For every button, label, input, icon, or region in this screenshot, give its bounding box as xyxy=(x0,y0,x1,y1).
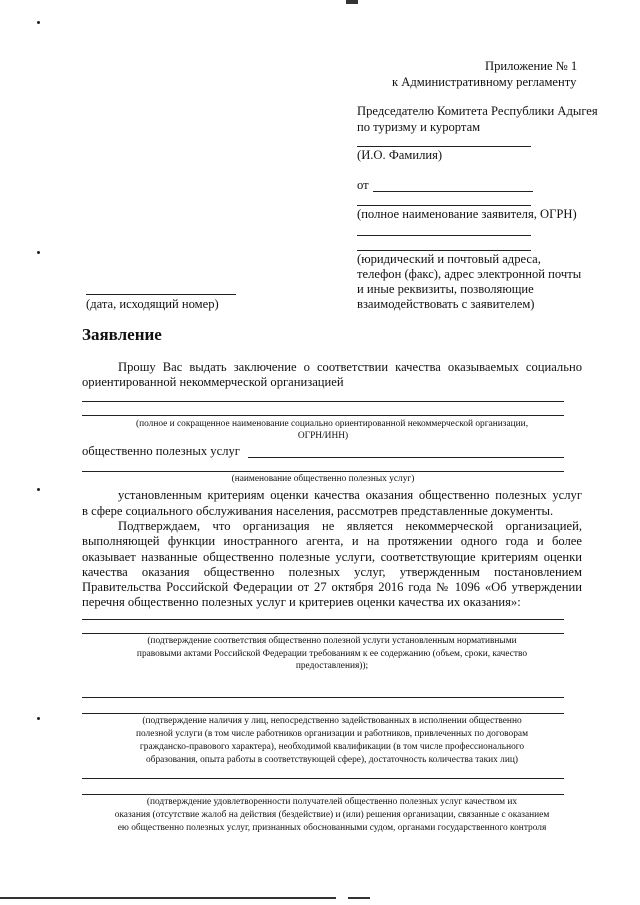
requisites-hint-2: телефон (факс), адрес электронной почты xyxy=(357,267,582,281)
services-hint: (наименование общественно полезных услуг) xyxy=(231,474,415,484)
from-label: от xyxy=(357,178,369,192)
requisites-hint-1: (юридический и почтовый адреса, xyxy=(357,252,541,266)
org-line-1 xyxy=(82,401,564,402)
applicant-hint: (полное наименование заявителя, ОГРН) xyxy=(357,207,577,221)
name-hint: (И.О. Фамилия) xyxy=(357,148,443,162)
body-line-7: Правительства Российской Федерации от 27 октября 2016 года № 1096 «Об утверждении xyxy=(82,580,582,594)
satisfaction-hint-3: ею общественно полезных услуг, признанных обоснованными судом, органами государственного контроля xyxy=(117,823,547,833)
staff-hint-2: полезной услуги (в том числе работников организации и работников, привлеченных по договорам xyxy=(135,729,529,739)
body-line-1: установленным критериям оценки качества оказания общественно полезных услуг xyxy=(118,488,582,502)
request-line-1: Прошу Вас выдать заключение о соответствии качества оказываемых социально xyxy=(118,360,582,374)
request-line-2: ориентированной некоммерческой организацией xyxy=(82,375,344,389)
requisites-hint-3: и иные реквизиты, позволяющие xyxy=(357,282,534,296)
org-line-2 xyxy=(82,415,564,416)
org-hint-2: ОГРН/ИНН) xyxy=(297,431,349,441)
staff-hint-1: (подтверждение наличия у лиц, непосредственно задействованных в исполнении общественно xyxy=(142,716,522,726)
requisites-line-2 xyxy=(357,250,531,251)
org-hint-1: (полное и сокращенное наименование социально ориентированной некоммерческой организации, xyxy=(135,419,529,429)
scan-dot-2 xyxy=(37,251,40,254)
appendix-label: Приложение № 1 xyxy=(485,59,578,73)
body-line-4: выполняющей функции иностранного агента, и на протяжении одного года и более xyxy=(82,534,582,548)
regulation-label: к Административному регламенту xyxy=(392,75,577,89)
body-line-8: перечня общественно полезных услуг и критериев оценки качества их оказания»: xyxy=(82,595,521,609)
scan-artifact-top xyxy=(346,0,358,4)
compliance-hint-1: (подтверждение соответствия общественно полезной услуги установленным нормативными xyxy=(147,636,517,646)
satisfaction-line-1 xyxy=(82,778,564,779)
body-line-5: оказывает названные общественно полезные услуги, соответствующие критериям оценки xyxy=(82,550,582,564)
document-title: Заявление xyxy=(82,325,162,344)
scan-edge-line-1 xyxy=(0,897,336,899)
compliance-hint-3: предоставления)); xyxy=(295,661,369,671)
body-line-2: в сфере социального обслуживания населения, рассмотрев представленные документы. xyxy=(82,504,554,518)
satisfaction-line-2 xyxy=(82,794,564,795)
body-line-3: Подтверждаем, что организация не является некоммерческой организацией, xyxy=(118,519,582,533)
services-line-2 xyxy=(82,471,564,472)
addressee-line-1: Председателю Комитета Республики Адыгея xyxy=(357,104,598,118)
compliance-hint-2: правовыми актами Российской Федерации требованиям к ее содержанию (объем, сроки, качество xyxy=(136,649,528,659)
applicant-line xyxy=(357,205,531,206)
scan-dot-3 xyxy=(37,488,40,491)
requisites-line-1 xyxy=(357,235,531,236)
staff-line-2 xyxy=(82,713,564,714)
addressee-line-2: по туризму и курортам xyxy=(357,120,481,134)
requisites-hint-4: взаимодействовать с заявителем) xyxy=(357,297,535,311)
services-line-1 xyxy=(248,457,564,458)
from-line xyxy=(373,191,533,192)
staff-line-1 xyxy=(82,697,564,698)
name-signature-line xyxy=(357,146,531,147)
satisfaction-hint-2: оказания (отсутствие жалоб на действия (бездействие) и (или) решения организации, связанные с оказанием xyxy=(114,810,550,820)
scan-dot-1 xyxy=(37,21,40,24)
date-hint: (дата, исходящий номер) xyxy=(86,297,219,311)
services-label: общественно полезных услуг xyxy=(82,444,240,458)
date-line xyxy=(86,294,236,295)
scan-dot-4 xyxy=(37,717,40,720)
scan-edge-line-2 xyxy=(348,897,370,899)
compliance-line-2 xyxy=(82,633,564,634)
body-line-6: качества оказания общественно полезных услуг, утвержденным постановлением xyxy=(82,565,582,579)
staff-hint-4: образования, опыта работы в соответствующей сфере), достаточность количества таких лиц) xyxy=(145,755,519,765)
compliance-line-1 xyxy=(82,619,564,620)
satisfaction-hint-1: (подтверждение удовлетворенности получателей общественно полезных услуг качеством их xyxy=(146,797,518,807)
staff-hint-3: гражданско-правового характера), необходимой квалификации (в том числе профессионального xyxy=(139,742,525,752)
